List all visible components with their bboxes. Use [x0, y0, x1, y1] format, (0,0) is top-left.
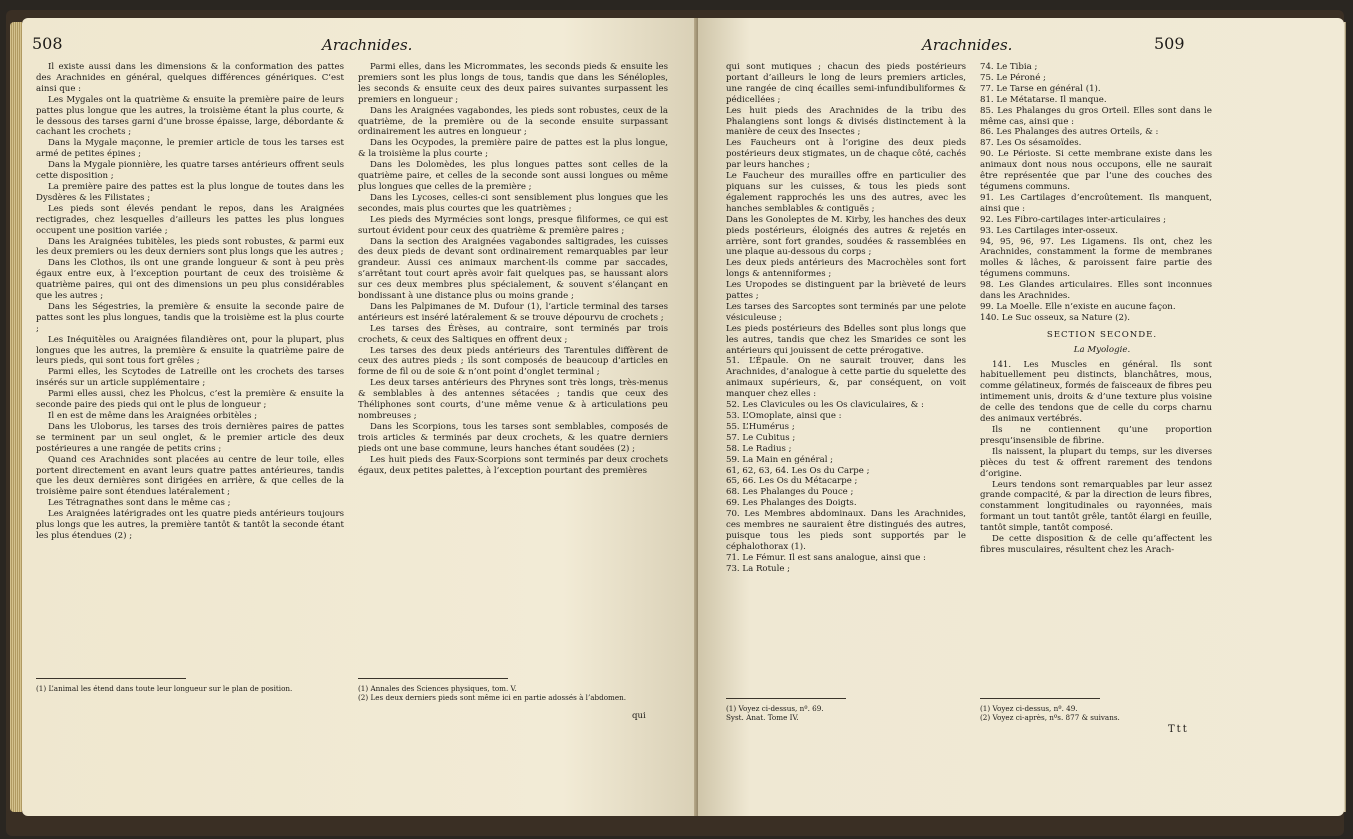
paragraph: Dans les Araignées vagabondes, les pieds sont robustes, ceux de la quatrième, de la première ou de la seconde ensuite surpassant ordinairement les autres en longueur ; — [358, 105, 668, 138]
paragraph: Dans la Mygale maçonne, le premier article de tous les tarses est armé de petites épines ; — [36, 138, 344, 160]
paragraph: Dans la Mygale pionnière, les quatre tarses antérieurs offrent seuls cette disposition ; — [36, 160, 344, 182]
right-column-1 — [726, 62, 966, 575]
paragraph: 94, 95, 96, 97. Les Ligamens. Ils ont, chez les Arachnides, constamment la forme de membranes molles & lâches, & paroissent faire partie des tégumens communs. — [980, 236, 1212, 280]
left-column-2 — [358, 62, 668, 476]
paragraph: 93. Les Cartilages inter-osseux. — [980, 225, 1118, 236]
right-page — [698, 18, 1344, 816]
paragraph: (2) Voyez ci-après, nºs. 877 & suivans. — [980, 713, 1120, 722]
running-head: Arachnides. — [322, 36, 413, 54]
paragraph: 57. Le Cubitus ; — [726, 432, 796, 443]
paragraph: 52. Les Clavicules ou les Os claviculaires, & : — [726, 400, 924, 411]
signature-mark: Ttt — [1168, 724, 1189, 735]
paragraph: 77. Le Tarse en général (1). — [980, 83, 1101, 94]
paragraph: 92. Les Fibro-cartilages inter-articulaires ; — [980, 214, 1167, 225]
paragraph: Dans les Uloborus, les tarses des trois dernières paires de pattes se terminent par un seul onglet, & le premier article des deux postérieures a une rangée de petits crins ; — [36, 421, 344, 454]
paragraph: Les tarses des Sarcoptes sont terminés par une pelote vésiculeuse ; — [726, 301, 966, 323]
paragraph: Le Faucheur des murailles offre en particulier des piquans sur les cuisses, & tous les pieds sont également rapprochés les uns des autres, avec les hanches semblables & contiguës ; — [726, 171, 966, 214]
paragraph: 53. L’Omoplate, ainsi que : — [726, 411, 842, 421]
section-title: SECTION SECONDE. — [1046, 329, 1158, 340]
paragraph: Les pieds postérieurs des Bdelles sont plus longs que les autres, tandis que chez les Smarides ce sont les antérieurs qui jouissent de cette prérogative. — [726, 323, 966, 356]
paragraph: (1) L’animal les étend dans toute leur longueur sur le plan de position. — [36, 684, 293, 693]
paragraph: qui sont mutiques ; chacun des pieds postérieurs portant d’ailleurs le long de leurs premiers articles, une rangée de cinq écailles semi-infundibuliformes & pédicellées ; — [726, 62, 966, 105]
paragraph: (1) Annales des Sciences physiques, tom. V. — [358, 684, 517, 693]
paragraph: 85. Les Phalanges du gros Orteil. Elles sont dans le même cas, ainsi que : — [980, 105, 1212, 127]
paragraph: 70. Les Membres abdominaux. Dans les Arachnides, ces membres ne sauraient être distingués des autres, puisque tous les pieds sont supportés par le céphalothorax (1). — [726, 509, 966, 552]
paragraph: 71. Le Fémur. Il est sans analogue, ainsi que : — [726, 552, 926, 563]
paragraph: 74. Le Tibia ; — [980, 62, 1038, 72]
paragraph: 90. Le Périoste. Si cette membrane existe dans les animaux dont nous nous occupons, elle ne saurait être représentée que par l’une des couches des tégumens communs. — [980, 149, 1212, 192]
footnote-rule — [980, 698, 1100, 699]
paragraph: Il existe aussi dans les dimensions & la conformation des pattes des Arachnides en général, quelques différences génériques. C’est ainsi que : — [36, 62, 344, 94]
paragraph: 86. Les Phalanges des autres Orteils, & : — [980, 127, 1159, 138]
paragraph: 141. Les Muscles en général. Ils sont habituellement peu distincts, blanchâtres, mous, comme gélatineux, formés de faisceaux de fibres peu intimement unis, droits & d’une texture plus voisine de celle des tendons que de celle du corps charnu des animaux vertébrés. — [980, 359, 1212, 425]
paragraph: Parmi elles, les Scytodes de Latreille ont les crochets des tarses insérés sur un article supplémentaire ; — [36, 367, 344, 389]
paragraph: Dans les Ségestries, la première & ensuite la seconde paire de pattes sont les plus longues, tandis que la troisième est la plus courte ; — [36, 301, 344, 334]
paragraph: Parmi elles, dans les Micrommates, les seconds pieds & ensuite les premiers sont les plus longs de tous, tandis que dans les Sénéloples, les seconds & ensuite ceux des deux paires suivantes surpassent les premiers en longueur ; — [358, 62, 668, 105]
paragraph: Il en est de même dans les Araignées orbitèles ; — [48, 411, 258, 421]
paragraph: 58. Le Radius ; — [726, 443, 792, 454]
paragraph: 98. Les Glandes articulaires. Elles sont inconnues dans les Arachnides. — [980, 280, 1212, 302]
paragraph: Les deux tarses antérieurs des Phrynes sont très longs, très-menus & semblables à des antennes sétacées ; tandis que ceux des Théliphones sont courts, d’une même venue & à articulations peu nombreuses ; — [358, 378, 668, 421]
footnote-rule — [358, 678, 508, 679]
paragraph: Les tarses des deux pieds antérieurs des Tarentules diffèrent de ceux des autres pieds ; ils sont composés de beaucoup d’articles en forme de fil ou de soie & n’ont point d’onglet terminal ; — [358, 345, 668, 378]
left-footnotes-2 — [358, 684, 658, 702]
paragraph: Dans les Clothos, ils ont une grande longueur & sont à peu près égaux entre eux, à l’exception pourtant de ceux des troisième & quatrième paires, qui ont des dimensions un peu plus considérables que les autres ; — [36, 258, 344, 302]
paragraph: Les pieds sont élevés pendant le repos, dans les Araignées rectigrades, chez lesquelles d’ailleurs les pattes les plus longues occupent une position variée ; — [36, 203, 344, 236]
paragraph: Dans les Lycoses, celles-ci sont sensiblement plus longues que les secondes, mais plus courtes que les quatrièmes ; — [358, 192, 668, 214]
paragraph: Les huit pieds des Arachnides de la tribu des Phalangiens sont longs & divisés distinctement à la manière de ceux des Insectes ; — [726, 105, 966, 138]
paragraph: 59. La Main en général ; — [726, 454, 834, 465]
paragraph: (1) Voyez ci-dessus, nº. 69. — [726, 704, 824, 713]
paragraph: La première paire des pattes est la plus longue de toutes dans les Dysdères & les Filistates ; — [36, 181, 344, 203]
paragraph: (1) Voyez ci-dessus, nº. 49. — [980, 704, 1078, 713]
section-subtitle: La Myologie. — [1073, 344, 1131, 355]
paragraph: Les deux pieds antérieurs des Macrochèles sont fort longs & antenniformes ; — [726, 258, 966, 280]
paragraph: Les Inéquitèles ou Araignées filandières ont, pour la plupart, plus longues que les autres, la première & ensuite la quatrième paire de leurs pieds, qui sont tous fort grêles ; — [36, 334, 344, 367]
right-footnotes-2 — [980, 704, 1212, 722]
left-footnotes-1 — [36, 684, 336, 693]
paragraph: 87. Les Os sésamoïdes. — [980, 138, 1082, 149]
paragraph: Les Tétragnathes sont dans le même cas ; — [48, 498, 231, 509]
paragraph: 75. Le Péroné ; — [980, 72, 1046, 83]
paragraph: Les Araignées latérigrades ont les quatre pieds antérieurs toujours plus longs que les autres, la première tantôt & tantôt la seconde étant les plus étendues (2) ; — [36, 509, 344, 541]
paragraph: Les pieds des Myrmécies sont longs, presque filiformes, ce qui est surtout évident pour ceux des quatrième & première paires ; — [358, 214, 668, 236]
right-footnotes-1 — [726, 704, 966, 722]
paragraph: 65, 66. Les Os du Métacarpe ; — [726, 476, 858, 487]
page-edges-left — [10, 22, 22, 812]
footnote-rule — [726, 698, 846, 699]
paragraph: 91. Les Cartilages d’encroûtement. Ils manquent, ainsi que : — [980, 192, 1212, 214]
paragraph: 68. Les Phalanges du Pouce ; — [726, 487, 854, 498]
paragraph: 61, 62, 63, 64. Les Os du Carpe ; — [726, 465, 870, 476]
paragraph: Les Mygales ont la quatrième & ensuite la première paire de leurs pattes plus longue que les autres, la troisième étant la plus courte, & le dessous des tarses garni d’une brosse épaisse, large, débordante & cachant les crochets ; — [36, 94, 344, 138]
paragraph: 73. La Rotule ; — [726, 563, 791, 574]
paragraph: Dans les Araignées tubitèles, les pieds sont robustes, & parmi eux les deux premiers ou les deux derniers sont plus longs que les autres ; — [36, 236, 344, 258]
paragraph: Parmi elles aussi, chez les Pholcus, c’est la première & ensuite la seconde paire des pieds qui ont le plus de longueur ; — [36, 389, 344, 411]
paragraph: 69. Les Phalanges des Doigts. — [726, 498, 857, 509]
paragraph: Dans les Palpimanes de M. Dufour (1), l’article terminal des tarses antérieurs est inséré latéralement & se trouve dépourvu de crochets ; — [358, 301, 668, 323]
paragraph: 140. Le Suc osseux, sa Nature (2). — [980, 312, 1131, 323]
paragraph: Dans les Gonoleptes de M. Kirby, les hanches des deux pieds postérieurs, éloignés des autres & rejetés en arrière, sont fort grandes, soudées & rassemblées en une plaque au-dessous du corps ; — [726, 214, 966, 258]
paragraph: 55. L’Humérus ; — [726, 421, 795, 432]
paragraph: Syst. Anat. Tome IV. — [726, 713, 799, 722]
running-head: Arachnides. — [922, 36, 1013, 54]
right-column-2 — [980, 62, 1212, 556]
catchword: qui — [632, 711, 646, 721]
paragraph: Les tarses des Érèses, au contraire, sont terminés par trois crochets, & ceux des Saltiques en offrent deux ; — [358, 323, 668, 345]
left-page — [22, 18, 698, 816]
paragraph: Dans la section des Araignées vagabondes saltigrades, les cuisses des deux pieds de devant sont ordinairement remarquables par leur grandeur. Aussi ces animaux marchent-ils comme par saccades, s’arrêtant tout court après avoir fait quelques pas, se haussant alors sur ces deux membres plus spécialement, & souvent s’élançant en bondissant à une distance plus ou moins grande ; — [358, 236, 668, 302]
paragraph: Dans les Ocypodes, la première paire de pattes est la plus longue, & la troisième la plus courte ; — [358, 138, 668, 160]
paragraph: 81. Le Métatarse. Il manque. — [980, 94, 1107, 105]
left-column-1 — [36, 62, 344, 542]
paragraph: 99. La Moelle. Elle n’existe en aucune façon. — [980, 301, 1176, 312]
paragraph: Leurs tendons sont remarquables par leur assez grande compacité, & par la direction de leurs fibres, constamment longitudinales ou rayonnées, mais formant un tout tantôt grêle, tantôt élargi en feuille, tantôt simple, tantôt composé. — [980, 479, 1212, 534]
paragraph: 51. L’Épaule. On ne saurait trouver, dans les Arachnides, d’analogue à cette partie du squelette des animaux supérieurs, &, par conséquent, on voit manquer chez elles : — [726, 356, 966, 400]
paragraph: Les huit pieds des Faux-Scorpions sont terminés par deux crochets égaux, deux petites palettes, à l’exception pourtant des premières — [358, 454, 668, 476]
paragraph: De cette disposition & de celle qu’affectent les fibres musculaires, résultent chez les Arach- — [980, 534, 1212, 555]
paragraph: Dans les Scorpions, tous les tarses sont semblables, composés de trois articles & terminés par deux crochets, & les quatre derniers pieds ont une base commune, leurs hanches étant soudées (2) ; — [358, 421, 668, 454]
paragraph: Ils naissent, la plupart du temps, sur les diverses pièces du test & offrent rarement des tendons d’origine. — [980, 446, 1212, 479]
paragraph: Les Uropodes se distinguent par la brièveté de leurs pattes ; — [726, 280, 966, 302]
paragraph: Dans les Dolomèdes, les plus longues pattes sont celles de la quatrième paire, et celles de la seconde sont aussi longues ou même plus longues que celles de la première ; — [358, 160, 668, 192]
paragraph: Quand ces Arachnides sont placées au centre de leur toile, elles portent directement en avant leurs quatre pattes antérieures, tandis que les deux dernières sont dirigées en arrière, & que celles de la troisième paire sont étendues latéralement ; — [36, 454, 344, 498]
page-number: 509 — [1154, 34, 1185, 53]
paragraph: Ils ne contiennent qu’une proportion presqu’insensible de fibrine. — [980, 425, 1212, 446]
paragraph: Les Faucheurs ont à l’origine des deux pieds postérieurs deux stigmates, un de chaque côté, cachés par leurs hanches ; — [726, 138, 966, 171]
page-number: 508 — [32, 34, 63, 53]
footnote-rule — [36, 678, 186, 679]
paragraph: (2) Les deux derniers pieds sont même ici en partie adossés à l’abdomen. — [358, 693, 627, 702]
